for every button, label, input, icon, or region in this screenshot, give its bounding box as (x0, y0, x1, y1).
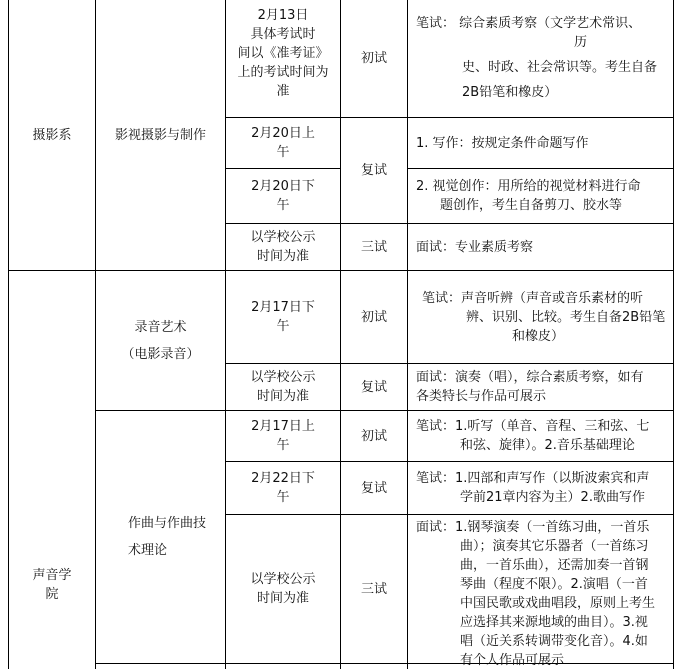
exam-round-cell: 初试 (360, 428, 387, 444)
dept-name: 摄影系 (32, 127, 72, 143)
exam-round-cell: 初试 (360, 51, 387, 66)
dept-name: 声音学 院 (32, 568, 72, 602)
exam-content-cell: 面试：演奏（唱），综合素质考察，如有 各类特长与作品可展示 (416, 370, 644, 404)
exam-round-cell: 初试 (360, 309, 387, 325)
table-border-right (673, 0, 674, 669)
exam-content-cell: 笔试： 综合素质考察（文学艺术常识、 历 史、时政、社会常识等。考生自备 2B铅笔和橡皮） (416, 16, 658, 100)
exam-time-cell: 以学校公示 时间为准 (250, 572, 316, 606)
exam-content-cell: 面试：1.钢琴演奏（一首练习曲，一首乐 曲）；演奏其它乐器者（一首练习 曲，一首乐曲），还需加奏一首钢 琴曲（程度不限）。2.演唱（一首 中国民歌或戏曲唱段，原则上考生 应选择其来源地域的曲目）。3.视 唱（近关系转调带变化音）。4.如 有个人作品可展示 (416, 520, 656, 668)
exam-round-cell: 复试 (360, 480, 387, 496)
exam-time-cell: 2月17日下 午 (251, 300, 315, 334)
exam-content-cell: 笔试：声音听辨（声音或音乐素材的听 辨、识别、比较。考生自备2B铅笔 和橡皮） (422, 290, 666, 344)
exam-round-cell: 复试 (360, 379, 387, 395)
exam-content-cell: 1. 写作：按规定条件命题写作 (416, 135, 589, 151)
exam-time-cell: 2月20日下 午 (251, 179, 315, 213)
exam-round-cell: 复试 (360, 163, 387, 178)
exam-time-cell: 2月17日上 午 (251, 419, 315, 453)
exam-round-cell: 三试 (360, 239, 387, 255)
major-name: 录音艺术 （电影录音） (121, 319, 200, 362)
exam-time-cell: 以学校公示 时间为准 (250, 370, 316, 404)
exam-content-cell: 面试：专业素质考察 (416, 239, 534, 255)
exam-time-cell: 以学校公示 时间为准 (250, 230, 316, 264)
major-name: 作曲与作曲技 术理论 (128, 516, 207, 558)
exam-content-cell: 笔试：1.四部和声写作（以斯波索宾和声 学前21章内容为主）2.歌曲写作 (416, 471, 650, 505)
exam-time-cell: 2月20日上 午 (251, 126, 315, 160)
exam-time-cell: 2月13日 具体考试时 间以《准考证》 上的考试时间为 准 (237, 8, 329, 99)
exam-time-cell: 2月22日下 午 (251, 471, 315, 505)
exam-round-cell: 三试 (360, 581, 387, 597)
row-divider (95, 663, 225, 664)
exam-content-cell: 笔试：1.听写（单音、音程、三和弦、七 和弦、旋律）。2.音乐基础理论 (416, 419, 650, 453)
exam-content-cell: 2. 视觉创作：用所给的视觉材料进行命 题创作，考生自备剪刀、胶水等 (416, 179, 641, 213)
major-name: 影视摄影与制作 (114, 127, 206, 143)
